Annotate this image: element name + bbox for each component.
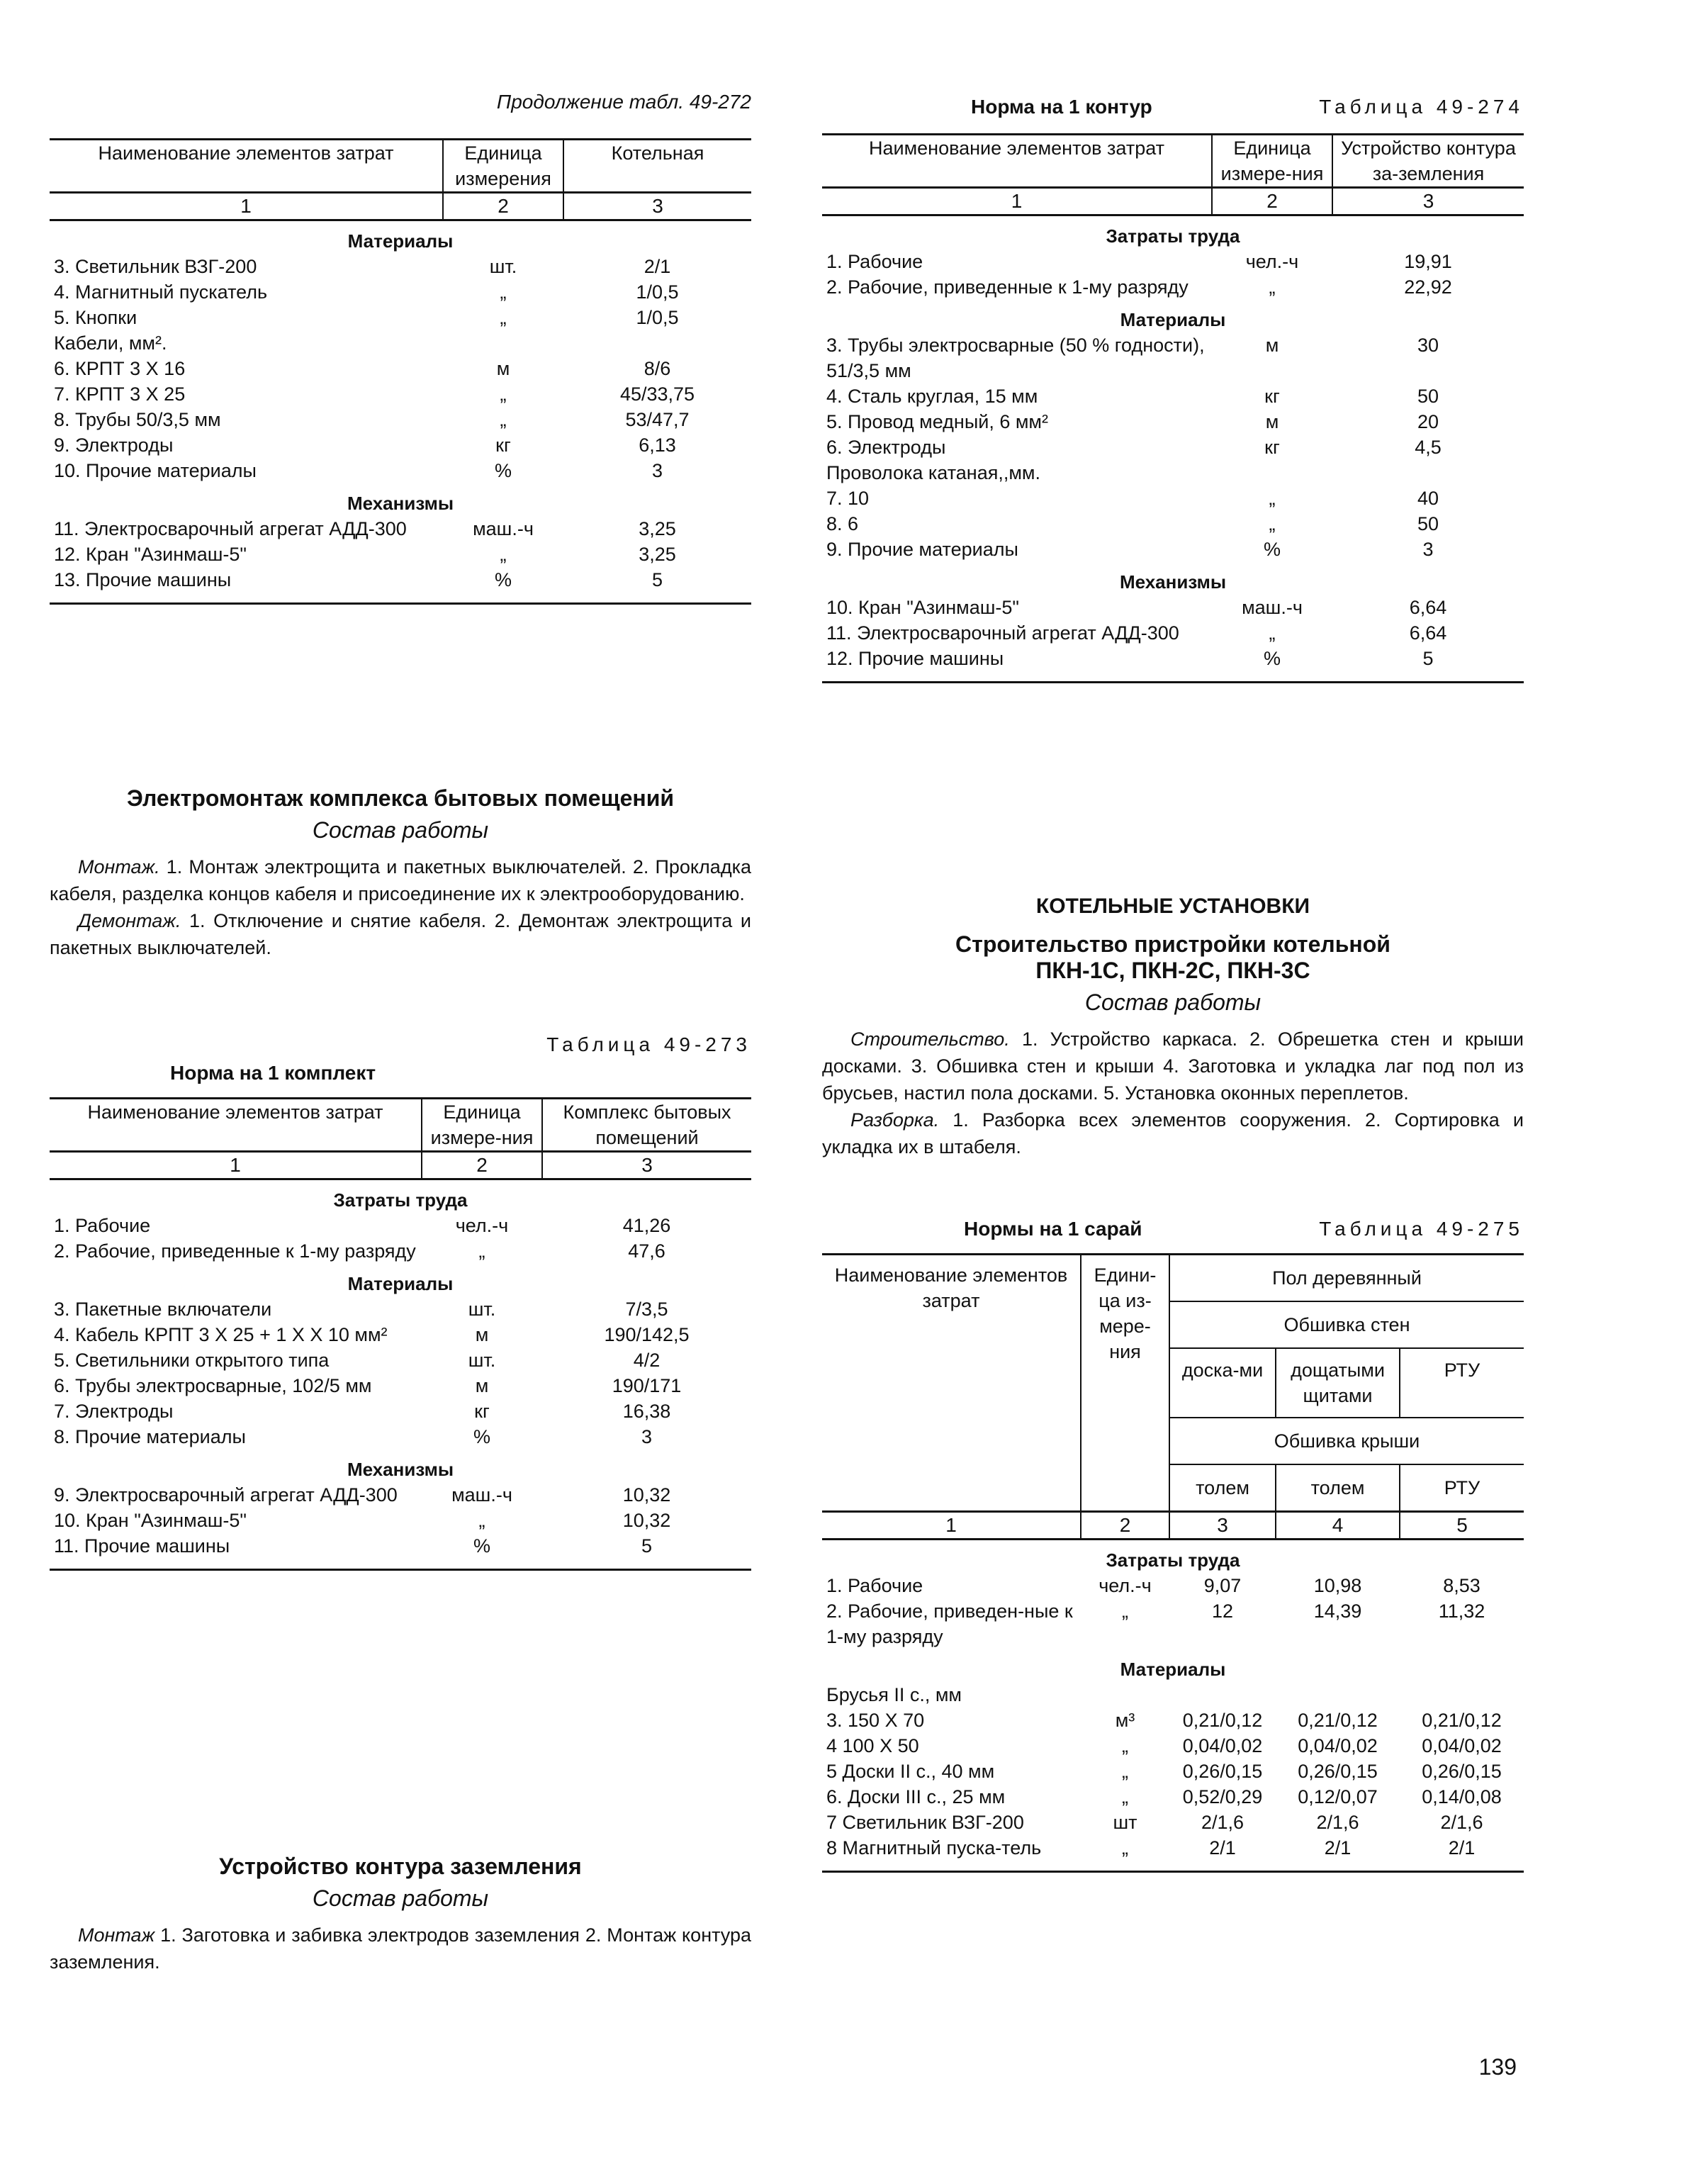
row-unit [1081, 1682, 1169, 1708]
row-value: 2/1,6 [1316, 1812, 1359, 1833]
row-value [1400, 1682, 1524, 1708]
row-value: 190/142,5 [604, 1324, 690, 1345]
column-number: 1 [50, 1152, 422, 1179]
row-name: 7. Электроды [54, 1401, 174, 1422]
row-unit: % [1263, 539, 1281, 560]
table-label: Таблица 49-275 [1319, 1218, 1524, 1240]
header-unit: Единица измере-ния [422, 1099, 542, 1152]
table-49-272 [50, 138, 751, 605]
row-value: 3 [651, 460, 663, 481]
paragraph: Строительство. 1. Устройство каркаса. 2. Обрешетка стен и крыши досками. 3. Обшивка стен и крыши 4. Заготовка и укладка лаг под пол из брусьев, настил пола досками. 5. Установка оконных переплетов. [822, 1028, 1524, 1104]
row-unit: шт. [489, 256, 517, 277]
table-row [50, 1482, 751, 1508]
row-value: 7/3,5 [625, 1299, 668, 1320]
header-walls: Обшивка стен [1169, 1301, 1524, 1348]
paragraph: Монтаж 1. Заготовка и забивка электродов заземления 2. Монтаж контура заземления. [50, 1924, 751, 1973]
table-row [822, 1573, 1524, 1598]
row-name: 12. Прочие машины [826, 648, 1004, 669]
table-row [822, 1759, 1524, 1784]
column-number: 3 [563, 193, 751, 220]
row-name: 5. Светильники открытого типа [54, 1350, 330, 1371]
row-name: 13. Прочие машины [54, 569, 232, 590]
table-row [50, 567, 751, 593]
paragraph: Разборка. 1. Разборка всех элементов сооружения. 2. Сортировка и укладка их в штабеля. [822, 1109, 1524, 1157]
row-unit: % [473, 1426, 490, 1447]
row-unit: м [1265, 335, 1279, 356]
row-value: 2/1,6 [1201, 1812, 1245, 1833]
row-value: 53/47,7 [625, 409, 690, 430]
header-floor: Пол деревянный [1169, 1255, 1524, 1302]
section-title: Строительство пристройки котельной ПКН-1С, ПКН-2С, ПКН-3С [955, 931, 1390, 983]
table-bottom-rule [822, 671, 1524, 683]
column-number: 3 [1169, 1512, 1276, 1540]
section-heading: Механизмы [1119, 571, 1227, 593]
header-value: Котельная [563, 140, 751, 193]
row-value: 22,92 [1404, 276, 1452, 298]
table-bottom-rule [50, 1559, 751, 1570]
row-value: 45/33,75 [619, 383, 695, 405]
header-roof-tol1: толем [1169, 1464, 1276, 1512]
page-number: 139 [1478, 2054, 1517, 2080]
row-value: 0,21/0,12 [1182, 1710, 1263, 1731]
row-unit: маш.-ч [451, 1484, 512, 1506]
section-row [50, 1179, 751, 1213]
row-unit: шт. [468, 1299, 496, 1320]
row-name: 1. Рабочие [826, 1575, 923, 1596]
row-value: 10,32 [622, 1510, 671, 1531]
row-value: 0,26/0,15 [1422, 1761, 1502, 1782]
table-row [822, 537, 1524, 562]
section-subtitle: Состав работы [312, 817, 489, 843]
row-value: 19,91 [1404, 251, 1452, 272]
paragraph: Демонтаж. 1. Отключение и снятие кабеля. 2. Демонтаж электрощита и пакетных выключателей. [50, 910, 751, 958]
row-unit: „ [1269, 622, 1276, 644]
row-value: 0,26/0,15 [1298, 1761, 1378, 1782]
row-value: 14,39 [1313, 1600, 1362, 1622]
header-roof-tol2: толем [1276, 1464, 1400, 1512]
section-row [822, 300, 1524, 332]
header-unit: Единица измерения [443, 140, 563, 193]
row-value: 3 [1422, 539, 1434, 560]
section-title: Устройство контура заземления [219, 1854, 582, 1879]
table-row [822, 1810, 1524, 1835]
row-value: 0,04/0,02 [1298, 1735, 1378, 1756]
row-unit: „ [1122, 1837, 1128, 1859]
column-number: 2 [422, 1152, 542, 1179]
row-unit: чел.-ч [1099, 1575, 1152, 1596]
header-unit: Единица измере-ния [1212, 135, 1332, 188]
row-value: 10,98 [1313, 1575, 1362, 1596]
row-name: 2. Рабочие, приведенные к 1-му разряду [826, 276, 1189, 298]
row-value: 40 [1417, 488, 1439, 509]
row-value: 47,6 [628, 1240, 665, 1262]
row-unit: „ [500, 281, 507, 303]
table-row [50, 1398, 751, 1424]
row-unit: % [494, 460, 512, 481]
row-name: 4. Магнитный пускатель [54, 281, 268, 303]
row-unit: чел.-ч [455, 1215, 509, 1236]
section-row [50, 1264, 751, 1296]
row-unit: маш.-ч [1242, 597, 1303, 618]
table-continuation-label: Продолжение табл. 49-272 [496, 91, 751, 113]
row-value: 12 [1211, 1600, 1234, 1622]
header-name: Наименование элементов затрат [868, 138, 1164, 159]
table-49-274 [822, 133, 1524, 683]
section-heading: Затраты труда [333, 1189, 468, 1211]
row-unit: „ [500, 544, 507, 565]
row-name: 5 Доски II с., 40 мм [826, 1761, 995, 1782]
row-name: 4. Кабель КРПТ 3 Х 25 + 1 Х Х 10 мм² [54, 1324, 388, 1345]
row-name: 5. Кнопки [54, 307, 137, 328]
row-value: 3,25 [639, 518, 676, 539]
row-name: 12. Кран "Азинмаш-5" [54, 544, 247, 565]
row-value: 20 [1417, 411, 1439, 432]
header-name: Наименование элементов затрат [98, 142, 394, 164]
table-row [50, 254, 751, 279]
row-name: 11. Электросварочный агрегат АДД-300 [54, 518, 407, 539]
row-value: 0,04/0,02 [1182, 1735, 1263, 1756]
row-unit: „ [478, 1510, 485, 1531]
header-name: Наименование элементов затрат [834, 1265, 1068, 1311]
row-value: 0,04/0,02 [1422, 1735, 1502, 1756]
row-unit: кг [1264, 437, 1280, 458]
row-unit: „ [1122, 1600, 1128, 1622]
section-heading: Материалы [347, 230, 454, 252]
row-value: 4/2 [633, 1350, 661, 1371]
section-row [822, 215, 1524, 250]
column-number: 5 [1400, 1512, 1524, 1540]
table-bottom-rule [50, 593, 751, 604]
row-value: 2/1 [1209, 1837, 1236, 1859]
section-heading: Механизмы [347, 493, 454, 514]
table-row [822, 1835, 1524, 1861]
table-row [50, 1347, 751, 1373]
section-heading: Затраты труда [1106, 1549, 1240, 1571]
table-row [822, 409, 1524, 435]
table-row [822, 1784, 1524, 1810]
table-row [822, 1733, 1524, 1759]
table-row [822, 486, 1524, 511]
row-name: Кабели, мм². [54, 332, 167, 354]
table-label: Таблица 49-273 [546, 1033, 751, 1055]
row-name: 5. Провод медный, 6 мм² [826, 411, 1048, 432]
row-value: 6,64 [1409, 622, 1447, 644]
row-value: 3,25 [639, 544, 676, 565]
section-heading: Материалы [1120, 1659, 1226, 1680]
row-unit: м³ [1115, 1710, 1135, 1731]
row-name: 2. Рабочие, приведен-ные к 1-му разряду [826, 1600, 1073, 1647]
table-label: Таблица 49-274 [1319, 96, 1524, 118]
table-row [822, 646, 1524, 671]
table-row [50, 542, 751, 567]
row-name: 1. Рабочие [826, 251, 923, 272]
row-unit: кг [474, 1401, 490, 1422]
row-value [563, 330, 751, 356]
row-unit: чел.-ч [1245, 251, 1299, 272]
row-name: 3. Трубы электросварные (50 % годности), 51/3,5 мм [826, 335, 1205, 381]
row-unit: м [475, 1375, 489, 1396]
table-row [50, 1238, 751, 1264]
row-name: Проволока катаная,,мм. [826, 462, 1040, 483]
row-value: 0,52/0,29 [1182, 1786, 1263, 1807]
row-value: 9,07 [1203, 1575, 1242, 1596]
row-unit: „ [500, 383, 507, 405]
row-value [1169, 1682, 1276, 1708]
row-value: 5 [641, 1535, 653, 1557]
row-name: 2. Рабочие, приведенные к 1-му разряду [54, 1240, 416, 1262]
row-value: 41,26 [622, 1215, 671, 1236]
section-subtitle: Состав работы [1084, 990, 1262, 1015]
row-unit: шт [1113, 1812, 1137, 1833]
row-value: 6,64 [1409, 597, 1447, 618]
row-unit: „ [1269, 488, 1276, 509]
header-walls-rtu: РТУ [1400, 1348, 1524, 1418]
row-unit: м [496, 358, 510, 379]
row-name: 4. Сталь круглая, 15 мм [826, 386, 1038, 407]
row-unit: „ [1122, 1786, 1128, 1807]
column-number: 2 [443, 193, 563, 220]
row-name: 10. Прочие материалы [54, 460, 257, 481]
header-roof-rtu: РТУ [1400, 1464, 1524, 1512]
table-bottom-rule [822, 1861, 1524, 1872]
row-value: 6,13 [639, 435, 676, 456]
row-unit: „ [1269, 513, 1276, 534]
header-roof: Обшивка крыши [1169, 1418, 1524, 1464]
row-name: 10. Кран "Азинмаш-5" [54, 1510, 247, 1531]
row-name: 7. КРПТ 3 Х 25 [54, 383, 186, 405]
header-value: Устройство контура за-земления [1332, 135, 1524, 188]
row-value: 2/1 [1448, 1837, 1476, 1859]
section-row [50, 1450, 751, 1482]
table-49-275 [822, 1253, 1524, 1873]
section-row [822, 1649, 1524, 1682]
table-row [50, 1322, 751, 1347]
table-row [822, 383, 1524, 409]
table-row [822, 511, 1524, 537]
paragraph: Монтаж. 1. Монтаж электрощита и пакетных выключателей. 2. Прокладка кабеля, разделка концов кабеля и присоединение их к электрооборудованию. [50, 856, 751, 904]
row-name: 9. Электросварочный агрегат АДД-300 [54, 1484, 398, 1506]
row-name: 3. Светильник ВЗГ-200 [54, 256, 257, 277]
table-row [50, 1508, 751, 1533]
row-unit: „ [1269, 276, 1276, 298]
row-value: 0,12/0,07 [1298, 1786, 1378, 1807]
header-walls-panels: дощатыми щитами [1276, 1348, 1400, 1418]
table-row [50, 516, 751, 542]
row-name: 11. Прочие машины [54, 1535, 230, 1557]
row-value: 5 [1422, 648, 1434, 669]
row-unit [443, 330, 563, 356]
row-unit: кг [495, 435, 511, 456]
header-value: Комплекс бытовых помещений [542, 1099, 751, 1152]
table-row [822, 1598, 1524, 1649]
row-unit: маш.-ч [473, 518, 534, 539]
table-row [50, 432, 751, 458]
table-row [50, 407, 751, 432]
section-row [50, 483, 751, 516]
row-unit: кг [1264, 386, 1280, 407]
header-name: Наименование элементов затрат [87, 1101, 383, 1123]
section-heading: КОТЕЛЬНЫЕ УСТАНОВКИ [1035, 895, 1310, 918]
row-unit: % [494, 569, 512, 590]
table-row [822, 595, 1524, 620]
table-row [822, 1682, 1524, 1708]
column-number: 4 [1276, 1512, 1400, 1540]
column-number: 2 [1212, 188, 1332, 215]
row-value: 50 [1417, 386, 1439, 407]
row-value: 1/0,5 [636, 281, 679, 303]
row-name: 8. Прочие материалы [54, 1426, 246, 1447]
row-name: 9. Электроды [54, 435, 174, 456]
row-value: 4,5 [1415, 437, 1442, 458]
table-row [822, 460, 1524, 486]
row-unit: „ [1122, 1735, 1128, 1756]
row-value [1332, 460, 1524, 486]
row-unit: „ [478, 1240, 485, 1262]
table-row [822, 274, 1524, 300]
row-name: 6. КРПТ 3 Х 16 [54, 358, 186, 379]
row-name: Брусья II с., мм [826, 1684, 962, 1705]
row-name: 8 Магнитный пуска-тель [826, 1837, 1042, 1859]
section-heading: Затраты труда [1106, 225, 1240, 247]
row-value: 2/1 [644, 256, 671, 277]
row-value: 50 [1417, 513, 1439, 534]
row-unit: % [473, 1535, 490, 1557]
table-row [822, 332, 1524, 383]
table-row [50, 305, 751, 330]
header-walls-boards: доска-ми [1169, 1348, 1276, 1418]
row-name: 9. Прочие материалы [826, 539, 1018, 560]
column-number: 3 [542, 1152, 751, 1179]
table-row [50, 279, 751, 305]
column-number: 1 [50, 193, 443, 220]
section-row [50, 220, 751, 254]
section-title: Электромонтаж комплекса бытовых помещений [126, 785, 675, 811]
row-value: 190/171 [612, 1375, 682, 1396]
row-value: 11,32 [1438, 1600, 1485, 1622]
column-number: 3 [1332, 188, 1524, 215]
section-heading: Материалы [1120, 309, 1226, 330]
table-49-273 [50, 1097, 751, 1571]
column-number: 1 [822, 1512, 1081, 1540]
table-row [50, 1373, 751, 1398]
section-heading: Материалы [347, 1273, 454, 1294]
table-row [50, 458, 751, 483]
row-unit: „ [1122, 1761, 1128, 1782]
row-unit: % [1263, 648, 1281, 669]
row-value: 0,26/0,15 [1182, 1761, 1263, 1782]
table-row [822, 435, 1524, 460]
row-unit: „ [500, 307, 507, 328]
table-norm: Норма на 1 комплект [170, 1062, 376, 1084]
row-value: 5 [651, 569, 663, 590]
table-row [822, 249, 1524, 274]
table-row [822, 620, 1524, 646]
row-name: 1. Рабочие [54, 1215, 151, 1236]
section-grounding [50, 1854, 751, 1975]
table-row [50, 381, 751, 407]
row-name: 7 Светильник ВЗГ-200 [826, 1812, 1024, 1833]
row-name: 6. Доски III с., 25 мм [826, 1786, 1006, 1807]
row-value: 2/1 [1324, 1837, 1352, 1859]
row-name: 3. 150 Х 70 [826, 1710, 925, 1731]
row-name: 11. Электросварочный агрегат АДД-300 [826, 622, 1179, 644]
row-value: 8/6 [644, 358, 671, 379]
table-row [50, 1213, 751, 1238]
row-value [1276, 1682, 1400, 1708]
section-row [822, 562, 1524, 595]
row-name: 4 100 Х 50 [826, 1735, 919, 1756]
table-norm: Нормы на 1 сарай [964, 1218, 1142, 1240]
column-number: 1 [822, 188, 1212, 215]
row-value: 8,53 [1443, 1575, 1481, 1596]
row-unit [1212, 460, 1332, 486]
row-name: 3. Пакетные включатели [54, 1299, 272, 1320]
table-row [822, 1708, 1524, 1733]
section-row [822, 1540, 1524, 1574]
row-name: 8. 6 [826, 513, 859, 534]
section-subtitle: Состав работы [312, 1885, 489, 1911]
row-value: 3 [641, 1426, 653, 1447]
row-name: 6. Электроды [826, 437, 946, 458]
column-number: 2 [1081, 1512, 1169, 1540]
row-value: 0,21/0,12 [1422, 1710, 1502, 1731]
row-value: 1/0,5 [636, 307, 679, 328]
row-value: 0,14/0,08 [1422, 1786, 1502, 1807]
section-boiler [822, 895, 1524, 1160]
section-heading: Механизмы [347, 1459, 454, 1480]
row-value: 16,38 [622, 1401, 671, 1422]
row-name: 6. Трубы электросварные, 102/5 мм [54, 1375, 372, 1396]
row-unit: шт. [468, 1350, 496, 1371]
row-name: 8. Трубы 50/3,5 мм [54, 409, 221, 430]
row-unit: „ [500, 409, 507, 430]
row-unit: м [475, 1324, 489, 1345]
table-row [50, 1296, 751, 1322]
row-unit: м [1265, 411, 1279, 432]
table-row [50, 356, 751, 381]
row-value: 0,21/0,12 [1298, 1710, 1378, 1731]
table-row [50, 1424, 751, 1450]
section-complex [50, 785, 751, 961]
row-value: 2/1,6 [1440, 1812, 1483, 1833]
row-value: 10,32 [622, 1484, 671, 1506]
header-unit: Едини-ца из-мере-ния [1081, 1255, 1169, 1512]
table-row [50, 330, 751, 356]
row-name: 7. 10 [826, 488, 870, 509]
table-norm: Норма на 1 контур [971, 96, 1152, 118]
table-row [50, 1533, 751, 1559]
row-name: 10. Кран "Азинмаш-5" [826, 597, 1020, 618]
row-value: 30 [1417, 335, 1439, 356]
